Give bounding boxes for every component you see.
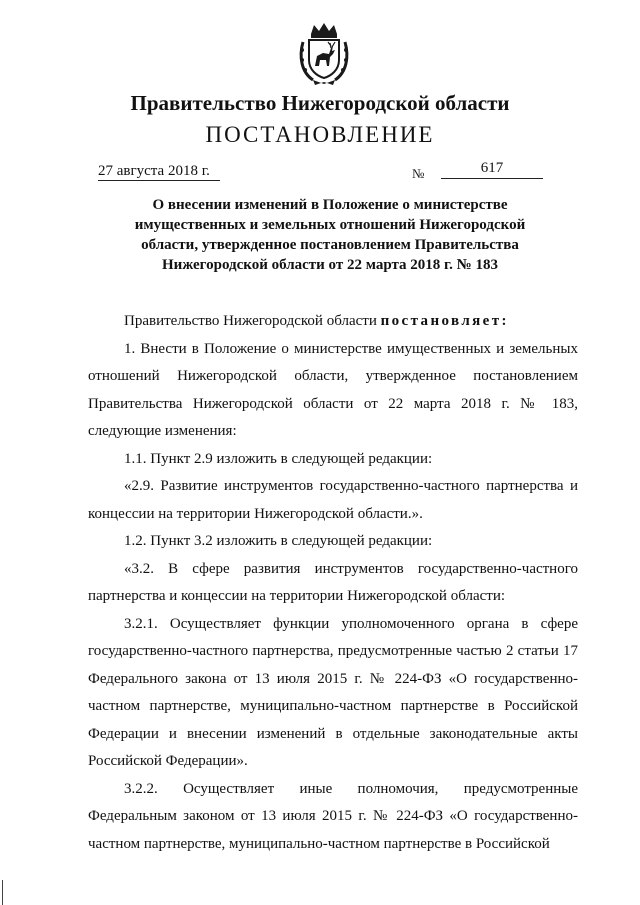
document-subject: [120, 195, 540, 275]
resolves-verb: постановляет:: [380, 313, 509, 329]
clause-3-2-2: 3.2.2. Осуществляет иные полномочия, предусмотренные Федеральным законом от 13 июля 2015 г. № 224-ФЗ «О государственно-частном партнерстве, муниципально-частном партнерстве в Российской: [88, 780, 578, 852]
scan-edge-mark: [2, 880, 3, 905]
document-number-label: №: [412, 166, 425, 181]
clause-3-2: «3.2. В сфере развития инструментов государственно-частного партнерства и концессии на территории Нижегородской области:: [88, 560, 578, 604]
document-number: 617: [441, 158, 543, 179]
clause-1: 1. Внести в Положение о министерстве имущественных и земельных отношений Нижегородской области, утвержденное постановлением Правительства Нижегородской области от 22 марта 2018 г. № 183, следующие изменения:: [88, 340, 578, 439]
resolution-intro: [88, 308, 578, 336]
document-body: [88, 308, 578, 858]
coat-of-arms-icon: [297, 20, 351, 86]
subject-line: О внесении изменений в Положение о министерстве: [152, 197, 508, 213]
document-date: 27 августа 2018 г.: [98, 162, 220, 181]
subject-line: Нижегородской области от 22 марта 2018 г. № 183: [162, 257, 498, 273]
clause-1-2: 1.2. Пункт 3.2 изложить в следующей редакции:: [124, 533, 433, 549]
clause-2-9-text: «2.9. Развитие инструментов государственно-частного партнерства и концессии на территории Нижегородской области.».: [88, 478, 578, 522]
subject-line: имущественных и земельных отношений Нижегородской: [134, 217, 526, 233]
clause-1-1: 1.1. Пункт 2.9 изложить в следующей редакции:: [124, 450, 433, 467]
intro-prefix: Правительство Нижегородской области: [124, 313, 381, 329]
clause-3-2-1: 3.2.1. Осуществляет функции уполномоченного органа в сфере государственно-частного партнерства, предусмотренные частью 2 статьи 17 Федерального закона от 13 июля 2015 г. № 224-ФЗ «О государственно-частном партнерстве, муниципально-частном партнерстве в Российской Федерации и внесении изменений в отдельные законодательные акты Российской Федерации».: [88, 615, 578, 769]
organization-title: Правительство Нижегородской области: [130, 91, 510, 115]
subject-line: области, утвержденное постановлением Правительства: [141, 237, 519, 253]
document-type-title: ПОСТАНОВЛЕНИЕ: [205, 122, 435, 147]
